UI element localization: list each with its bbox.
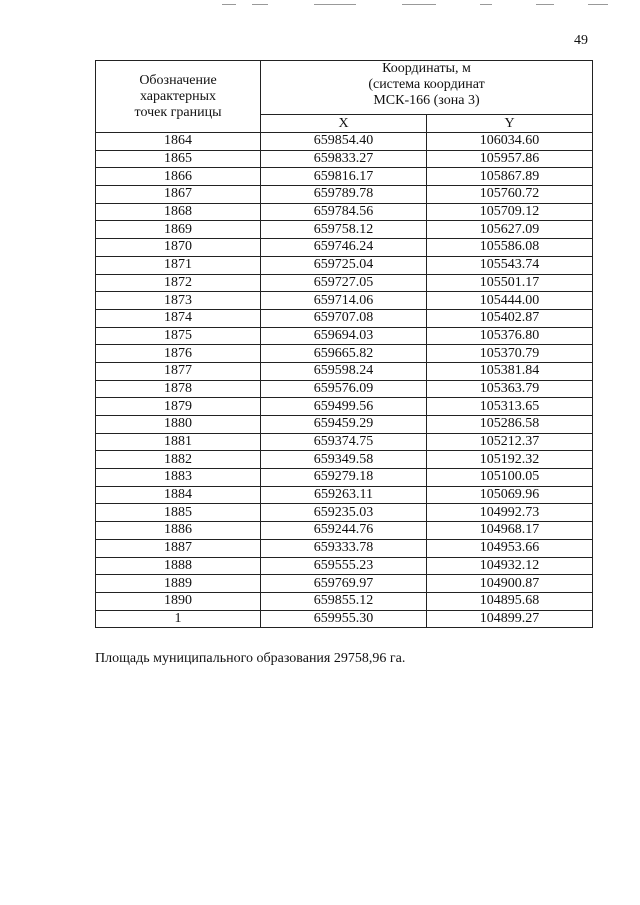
scan-line (402, 4, 436, 5)
table-row (96, 486, 593, 504)
y-cell: 105957.86 (427, 150, 593, 168)
table-row (96, 504, 593, 522)
table-row (96, 133, 593, 151)
y-cell: 105402.87 (427, 309, 593, 327)
point-cell: 1890 (96, 592, 261, 610)
x-cell: 659333.78 (261, 539, 427, 557)
x-cell: 659665.82 (261, 345, 427, 363)
point-cell: 1871 (96, 256, 261, 274)
point-cell: 1887 (96, 539, 261, 557)
y-cell: 105313.65 (427, 398, 593, 416)
y-cell: 104953.66 (427, 539, 593, 557)
point-cell: 1883 (96, 469, 261, 487)
point-cell: 1875 (96, 327, 261, 345)
x-cell: 659727.05 (261, 274, 427, 292)
header-coords-line: (система координат (368, 77, 485, 92)
x-cell: 659816.17 (261, 168, 427, 186)
table-row (96, 345, 593, 363)
area-note: Площадь муниципального образования 29758,96 га. (95, 651, 406, 666)
y-cell: 105192.32 (427, 451, 593, 469)
scan-line (536, 4, 554, 5)
table-row (96, 522, 593, 540)
x-cell: 659746.24 (261, 239, 427, 257)
table-row (96, 327, 593, 345)
point-cell: 1865 (96, 150, 261, 168)
point-cell: 1867 (96, 186, 261, 204)
point-cell: 1882 (96, 451, 261, 469)
table-row (96, 362, 593, 380)
x-cell: 659279.18 (261, 469, 427, 487)
table-row (96, 592, 593, 610)
point-cell: 1886 (96, 522, 261, 540)
y-cell: 105586.08 (427, 239, 593, 257)
y-cell: 105069.96 (427, 486, 593, 504)
table-row (96, 416, 593, 434)
y-cell: 105709.12 (427, 203, 593, 221)
header-point-designation (96, 61, 261, 133)
table-row (96, 451, 593, 469)
header-point-line: точек границы (134, 104, 222, 120)
x-cell: 659374.75 (261, 433, 427, 451)
header-coords-line: МСК-166 (зона 3) (373, 93, 480, 108)
y-cell: 105760.72 (427, 186, 593, 204)
y-cell: 105370.79 (427, 345, 593, 363)
header-y: Y (427, 115, 593, 133)
y-cell: 104968.17 (427, 522, 593, 540)
point-cell: 1866 (96, 168, 261, 186)
table-row (96, 274, 593, 292)
table-row (96, 168, 593, 186)
table-row (96, 309, 593, 327)
y-cell: 105867.89 (427, 168, 593, 186)
point-cell: 1877 (96, 362, 261, 380)
point-cell: 1873 (96, 292, 261, 310)
x-cell: 659235.03 (261, 504, 427, 522)
y-cell: 105100.05 (427, 469, 593, 487)
x-cell: 659854.40 (261, 133, 427, 151)
x-cell: 659784.56 (261, 203, 427, 221)
point-cell: 1872 (96, 274, 261, 292)
point-cell: 1878 (96, 380, 261, 398)
point-cell: 1884 (96, 486, 261, 504)
table-row (96, 469, 593, 487)
point-cell: 1889 (96, 575, 261, 593)
x-cell: 659855.12 (261, 592, 427, 610)
x-cell: 659576.09 (261, 380, 427, 398)
x-cell: 659459.29 (261, 416, 427, 434)
point-cell: 1864 (96, 133, 261, 151)
table-row (96, 398, 593, 416)
table-row (96, 557, 593, 575)
x-cell: 659244.76 (261, 522, 427, 540)
point-cell: 1888 (96, 557, 261, 575)
y-cell: 104992.73 (427, 504, 593, 522)
scan-line (588, 4, 608, 5)
y-cell: 104932.12 (427, 557, 593, 575)
y-cell: 104900.87 (427, 575, 593, 593)
x-cell: 659263.11 (261, 486, 427, 504)
x-cell: 659714.06 (261, 292, 427, 310)
page-number: 49 (574, 33, 588, 48)
point-cell: 1885 (96, 504, 261, 522)
x-cell: 659833.27 (261, 150, 427, 168)
point-cell: 1868 (96, 203, 261, 221)
scan-line (222, 4, 236, 5)
x-cell: 659725.04 (261, 256, 427, 274)
table-row (96, 221, 593, 239)
scan-line (252, 4, 268, 5)
x-cell: 659758.12 (261, 221, 427, 239)
y-cell: 105501.17 (427, 274, 593, 292)
y-cell: 105212.37 (427, 433, 593, 451)
y-cell: 104899.27 (427, 610, 593, 628)
point-cell: 1876 (96, 345, 261, 363)
table-row (96, 380, 593, 398)
table-row (96, 292, 593, 310)
header-coords-line: Координаты, м (382, 61, 471, 76)
point-cell: 1881 (96, 433, 261, 451)
table-row (96, 239, 593, 257)
x-cell: 659598.24 (261, 362, 427, 380)
y-cell: 104895.68 (427, 592, 593, 610)
x-cell: 659555.23 (261, 557, 427, 575)
point-cell: 1874 (96, 309, 261, 327)
table-row (96, 203, 593, 221)
y-cell: 105627.09 (427, 221, 593, 239)
point-cell: 1 (96, 610, 261, 628)
x-cell: 659707.08 (261, 309, 427, 327)
y-cell: 105543.74 (427, 256, 593, 274)
table-row (96, 150, 593, 168)
point-cell: 1880 (96, 416, 261, 434)
y-cell: 105381.84 (427, 362, 593, 380)
table-row (96, 433, 593, 451)
header-point-line: характерных (139, 88, 217, 104)
coordinates-table (95, 60, 593, 628)
y-cell: 105444.00 (427, 292, 593, 310)
x-cell: 659349.58 (261, 451, 427, 469)
scan-line (314, 4, 356, 5)
header-point-line: Обозначение (139, 72, 217, 88)
header-x: X (261, 115, 427, 133)
table-row (96, 610, 593, 628)
y-cell: 105376.80 (427, 327, 593, 345)
header-coordinates (261, 61, 593, 115)
x-cell: 659694.03 (261, 327, 427, 345)
point-cell: 1869 (96, 221, 261, 239)
y-cell: 106034.60 (427, 133, 593, 151)
x-cell: 659769.97 (261, 575, 427, 593)
y-cell: 105286.58 (427, 416, 593, 434)
y-cell: 105363.79 (427, 380, 593, 398)
x-cell: 659499.56 (261, 398, 427, 416)
x-cell: 659789.78 (261, 186, 427, 204)
table-row (96, 186, 593, 204)
table-row (96, 575, 593, 593)
point-cell: 1870 (96, 239, 261, 257)
table-row (96, 256, 593, 274)
point-cell: 1879 (96, 398, 261, 416)
table-body (96, 133, 593, 628)
table-row (96, 539, 593, 557)
scan-line (480, 4, 492, 5)
x-cell: 659955.30 (261, 610, 427, 628)
